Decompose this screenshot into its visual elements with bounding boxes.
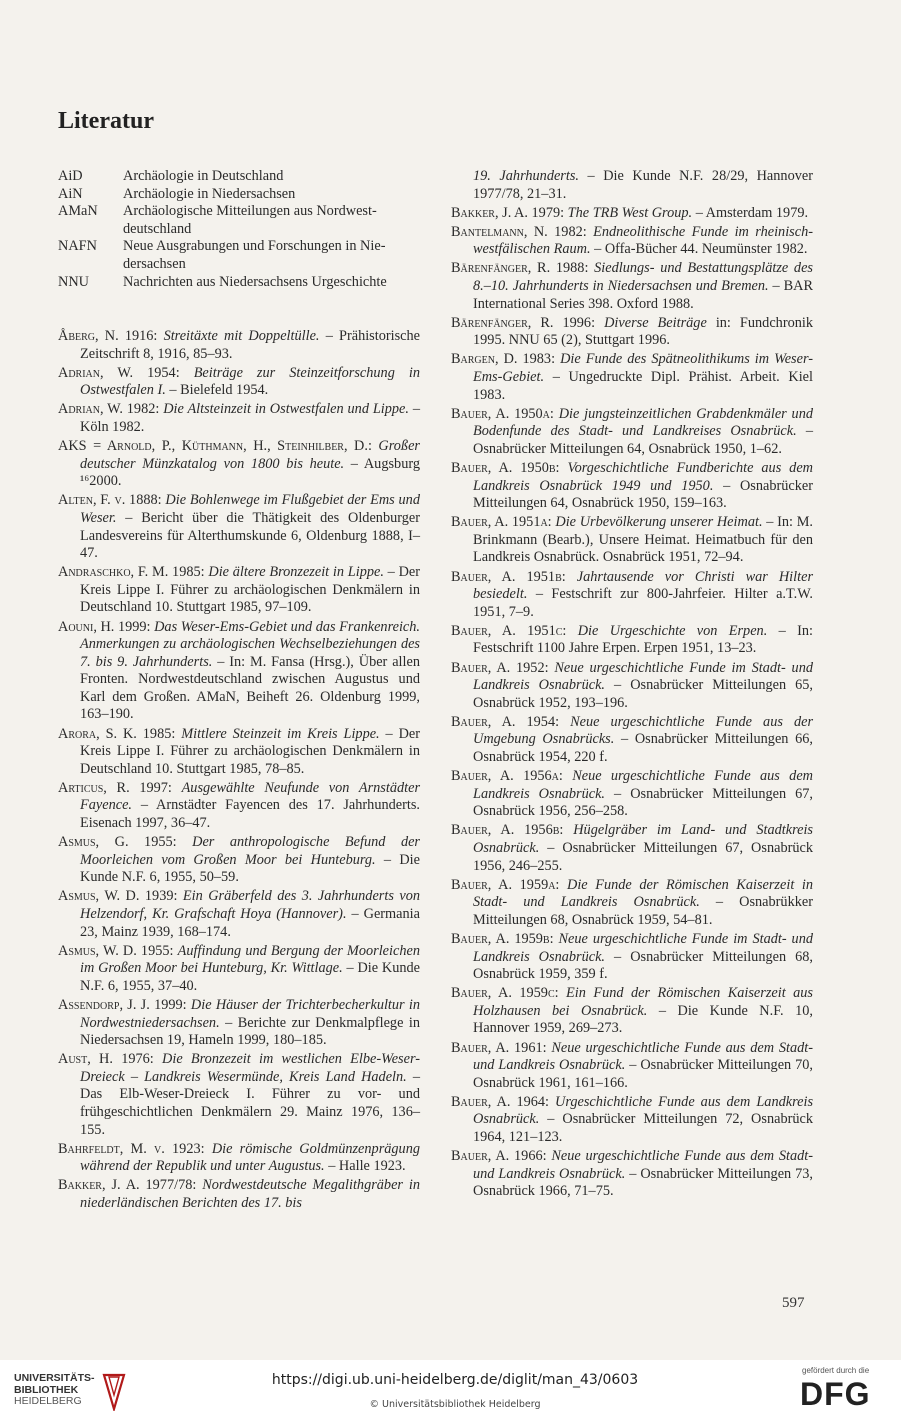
bibliography-entry [451, 205, 813, 223]
entry-source: – Osnabrücker Mitteilungen 64, Osnabrück 1950, 159–163. [473, 477, 813, 512]
bibliography-entry [451, 1094, 813, 1147]
entry-author: Articus, R. 1997: [58, 779, 182, 796]
entry-title: Die Häuser der Trichterbecherkultur in Nordwestniedersachsen. [80, 996, 420, 1031]
entry-source: – Die Kunde N.F. 10, Hannover 1959, 269–273. [473, 1002, 813, 1037]
entry-title: Die Funde des Spätneolithikums im Weser-Ems-Gebiet. [473, 351, 814, 386]
entry-title: Neue urgeschichtliche Funde aus der Umgebung Osnabrücks. [473, 713, 814, 748]
entry-title: Die Urbevölkerung unserer Heimat. [555, 514, 763, 531]
entry-title: Neue urgeschichtliche Funde aus dem Stadt- und Landkreis Osnabrück. [473, 1039, 813, 1074]
bibliography-entry [451, 768, 813, 821]
entry-source: – Ungedruckte Dipl. Prähist. Arbeit. Kiel 1983. [473, 369, 813, 403]
entry-title: Ein Gräberfeld des 3. Jahrhunderts von Helzendorf, Kr. Grafschaft Hoya (Hannover). [80, 888, 420, 922]
entry-author: Bauer, A. 1964: [451, 1093, 556, 1110]
entry-author: Bauer, A. 1951c: [451, 622, 578, 639]
permalink-url[interactable]: https://digi.ub.uni-heidelberg.de/diglit/man_43/0603 [271, 1372, 639, 1388]
bibliography-entry [58, 726, 420, 779]
entry-source: – In: Festschrift 1100 Jahre Erpen. Erpen 1951, 13–23. [473, 622, 814, 657]
bibliography-entry [58, 943, 420, 996]
bibliography-entry [58, 780, 420, 833]
entry-title: Beiträge zur Steinzeitforschung in Ostwestfalen I. [80, 364, 420, 399]
page-title: Literatur [58, 108, 154, 134]
entry-title: Siedlungs- und Bestattungsplätze des 8.–10. Jahrhunderts in Niedersachsen und Bremen. [473, 260, 813, 295]
abbreviation-list [58, 168, 420, 291]
entry-source: – Arnstädter Fayencen des 17. Jahrhunderts. Eisenach 1997, 36–47. [80, 797, 420, 832]
bibliography-entry [451, 260, 813, 313]
entry-title: Hügelgräber im Land- und Stadtkreis Osnabrück. [473, 822, 813, 856]
abbreviation-key: AiD [58, 168, 83, 184]
library-emblem-icon [100, 1373, 128, 1411]
entry-author: Bargen, D. 1983: [451, 351, 561, 368]
bibliography-entry [58, 1177, 420, 1212]
abbreviation-row [58, 203, 420, 238]
entry-source: – Osnabrücker Mitteilungen 66, Osnabrück 1954, 220 f. [473, 731, 814, 765]
bibliography-entry [58, 492, 420, 562]
entry-title: Neue urgeschichtliche Funde im Stadt- und Landkreis Osnabrück. [473, 930, 813, 965]
abbreviation-value: Archäologie in Deutschland [123, 168, 284, 184]
bibliography-entry [451, 623, 813, 658]
entry-title: Endneolithische Funde im rheinisch-westfälischen Raum. [473, 223, 813, 258]
bibliography-entry [451, 1040, 813, 1093]
entry-author: Bauer, A. 1956a: [451, 768, 573, 785]
entry-author: Åberg, N. 1916: [58, 328, 164, 344]
entry-author: Assendorp, J. J. 1999: [58, 996, 191, 1013]
entry-source: in: Fundchronik 1995. NNU 65 (2), Stuttgart 1996. [473, 314, 813, 349]
entry-author: Asmus, W. D. 1939: [58, 888, 183, 905]
bibliography-entry [451, 514, 813, 567]
entry-title: Die Urgeschichte von Erpen. [577, 622, 768, 639]
abbreviation-key: AiN [58, 185, 83, 202]
library-name-line-3: HEIDELBERG [14, 1395, 82, 1407]
entry-title: Auffindung und Bergung der Moorleichen im Großen Moor bei Hunteburg, Kr. Wittlage. [80, 942, 420, 977]
entry-title: Die Bohlenwege im Flußgebiet der Ems und Weser. [80, 492, 420, 526]
entry-source: – Köln 1982. [80, 401, 420, 435]
entry-source: – Bielefeld 1954. [165, 382, 269, 399]
bibliography-entry [58, 834, 420, 887]
entry-author: Bauer, A. 1959c: [451, 985, 567, 1002]
entry-title: Neue urgeschichtliche Funde aus dem Stadt- und Landkreis Osnabrück. [473, 1148, 813, 1182]
entry-author: Bauer, A. 1952: [451, 659, 555, 676]
entry-author: Bauer, A. 1959a: [451, 876, 567, 893]
entry-source: – Der Kreis Lippe I. Führer zu archäologischen Denkmälern in Deutschland 10. Stuttgart 1985, 78–85. [80, 725, 420, 777]
entry-source: – Osnabrücker Mitteilungen 67, Osnabrück 1956, 256–258. [473, 785, 814, 820]
bibliography-entry [451, 406, 813, 459]
entry-source: – BAR International Series 398. Oxford 1988. [473, 278, 813, 312]
entry-source: – Offa-Bücher 44. Neumünster 1982. [590, 241, 808, 258]
abbreviation-row [58, 186, 420, 204]
entry-author: Bauer, A. 1956b: [451, 822, 574, 839]
bibliography-entry [58, 365, 420, 400]
entry-source: – Osnabrücker Mitteilungen 64, Osnabrück 1950, 1–62. [473, 423, 813, 457]
entry-source: – Osnabrücker Mitteilungen 73, Osnabrück 1966, 71–75. [473, 1165, 814, 1200]
entry-author: Alten, F. v. 1888: [58, 492, 166, 509]
entry-title: Jahrtausende vor Christi war Hilter besiedelt. [473, 568, 814, 603]
bibliography-entry [451, 985, 813, 1038]
entry-source: – Die Kunde N.F. 28/29, Hannover 1977/78, 21–31. [473, 168, 813, 202]
entry-title: Die Funde der Römischen Kaiserzeit in Stadt- und Landkreis Osnabrück. [473, 876, 813, 911]
entry-author: Adrian, W. 1954: [58, 364, 194, 381]
entry-author: Andraschko, F. M. 1985: [58, 564, 209, 581]
abbreviation-row [58, 238, 420, 273]
entry-source: – Die Kunde N.F. 6, 1955, 37–40. [80, 960, 420, 994]
entry-title: 19. Jahrhunderts. [473, 168, 579, 184]
bibliography-entry [58, 1051, 420, 1139]
entry-source: – Das Elb-Weser-Dreieck I. Führer zu vor- und frühgeschichtlichen Denkmälern 29. Mainz 1976, 136–155. [80, 1068, 420, 1138]
entry-author: Bauer, A. 1951b: [451, 568, 577, 585]
entry-source: – Halle 1923. [324, 1158, 406, 1175]
entry-source: – Osnabrükker Mitteilungen 68, Osnabrück 1959, 54–81. [473, 894, 813, 928]
entry-author: Bauer, A. 1951a: [451, 514, 556, 531]
entry-source: – Amsterdam 1979. [692, 204, 809, 221]
dfg-logo[interactable]: DFG [800, 1376, 871, 1412]
entry-source: – Bericht über die Thätigkeit des Oldenburger Landesvereins für Alterthumskunde 6, Oldenburg 1888, I–47. [80, 509, 420, 562]
entry-author: Bärenfänger, R. 1988: [451, 260, 595, 277]
entry-author: Arora, S. K. 1985: [58, 725, 182, 742]
entry-author: Bahrfeldt, M. v. 1923: [58, 1140, 212, 1157]
bibliography-entry [451, 931, 813, 984]
entry-author: Aust, H. 1976: [58, 1051, 163, 1068]
entry-title: Die Altsteinzeit in Ostwestfalen und Lippe. [163, 401, 409, 418]
entry-source: – Osnabrücker Mitteilungen 72, Osnabrück 1964, 121–123. [473, 1111, 813, 1145]
entry-source: – Prähistorische Zeitschrift 8, 1916, 85–93. [80, 328, 421, 362]
entry-author: Bärenfänger, R. 1996: [451, 314, 605, 331]
library-name-line-2: BIBLIOTHEK [14, 1383, 79, 1396]
bibliography-entry [58, 888, 420, 941]
entry-title: Die jungsteinzeitlichen Grabdenkmäler und Bodenfunde des Stadt- und Landkreises Osnabrück. [473, 405, 813, 440]
footer-bar [0, 1360, 901, 1421]
entry-title: Neue urgeschichtliche Funde im Stadt- und Landkreis Osnabrück. [473, 659, 814, 694]
abbreviation-value: Archäologische Mitteilungen aus Nordwestdeutschland [123, 203, 377, 237]
page-number: 597 [782, 1295, 805, 1311]
entry-source: – Osnabrücker Mitteilungen 65, Osnabrück 1952, 193–196. [473, 677, 814, 711]
entry-title: Die römische Goldmünzenprägung während der Republik und unter Augustus. [80, 1140, 421, 1175]
funder-caption: gefördert durch die [802, 1366, 870, 1375]
entry-source: – Osnabrücker Mitteilungen 70, Osnabrück 1961, 161–166. [473, 1057, 814, 1091]
entry-source: – Osnabrücker Mitteilungen 67, Osnabrück 1956, 246–255. [473, 839, 813, 874]
entry-source: – Der Kreis Lippe I. Führer zu archäologischen Denkmälern in Deutschland 10. Stuttgart 1985, 97–109. [80, 564, 421, 616]
abbreviation-value: Neue Ausgrabungen und Forschungen in Niedersachsen [123, 238, 386, 272]
bibliography-entry [58, 997, 420, 1050]
entry-title: Die ältere Bronzezeit in Lippe. [208, 564, 384, 581]
entry-title: Vorgeschichtliche Fundberichte aus dem Landkreis Osnabrück 1949 und 1950. [473, 460, 813, 494]
entry-source: – Augsburg ¹⁶2000. [80, 455, 420, 490]
bibliography-entry [451, 1148, 813, 1201]
entry-author: Asmus, G. 1955: [58, 834, 193, 851]
bibliography-left-column [58, 328, 420, 1214]
bibliography-entry [451, 660, 813, 713]
entry-title: Urgeschichtliche Funde aus dem Landkreis Osnabrück. [473, 1093, 814, 1128]
bibliography-right-column [451, 168, 813, 1202]
entry-source: – Berichte zur Denkmalpflege in Niedersachsen 19, Hameln 1999, 180–185. [80, 1014, 420, 1049]
entry-author: Bantelmann, N. 1982: [451, 223, 594, 240]
entry-title: Das Weser-Ems-Gebiet und das Frankenreich. Anmerkungen zu archäologischen Wechselbeziehungen des 7. bis 9. Jahrhunderts. [80, 618, 421, 670]
abbreviation-value: Nachrichten aus Niedersachsens Urgeschichte [123, 273, 387, 290]
bibliography-entry [58, 328, 420, 363]
entry-title: Großer deutscher Münzkatalog von 1800 bis heute. [80, 438, 420, 472]
entry-title: Diverse Beiträge [604, 314, 707, 331]
abbreviation-row [58, 274, 420, 292]
entry-author: AKS = Arnold, P., Küthmann, H., Steinhilber, D.: [58, 438, 379, 455]
bibliography-entry [451, 877, 813, 930]
bibliography-entry [451, 168, 813, 203]
abbreviation-key: NNU [58, 273, 89, 290]
entry-source: – Festschrift zur 800-Jahrfeier. Hilter a.T.W. 1951, 7–9. [473, 586, 813, 620]
entry-author: Bakker, J. A. 1977/78: [58, 1177, 203, 1194]
entry-author: Asmus, W. D. 1955: [58, 942, 178, 959]
entry-title: Ausgewählte Neufunde von Arnstädter Fayence. [80, 779, 421, 814]
entry-title: Der anthropologische Befund der Moorleichen vom Großen Moor bei Hunteburg. [80, 834, 420, 868]
entry-source: – Germania 23, Mainz 1939, 168–174. [80, 906, 420, 940]
abbreviation-row [58, 168, 420, 186]
entry-source: – In: M. Brinkmann (Bearb.), Unsere Heimat. Heimatbuch für den Landkreis Osnabrück. Osnabrück 1951, 72–94. [473, 514, 813, 566]
bibliography-entry [451, 315, 813, 350]
entry-author: Aouni, H. 1999: [58, 618, 155, 635]
bibliography-entry [58, 564, 420, 617]
entry-source: – Die Kunde N.F. 6, 1955, 50–59. [80, 851, 420, 886]
bibliography-entry [451, 714, 813, 767]
entry-title: Die Bronzezeit im westlichen Elbe-Weser-Dreieck – Landkreis Wesermünde, Kreis Land Hadeln. [80, 1051, 420, 1085]
entry-source: – Osnabrücker Mitteilungen 68, Osnabrück 1959, 359 f. [473, 948, 814, 983]
bibliography-entry [58, 401, 420, 436]
entry-source: – In: M. Fansa (Hrsg.), Über allen Fronten. Nordwestdeutschland zwischen Augustus und Karl dem Großen. AMaN, Beiheft 26. Oldenburg 1999, 163–190. [80, 653, 420, 723]
entry-title: Mittlere Steinzeit im Kreis Lippe. [181, 725, 380, 742]
entry-title: Nordwestdeutsche Megalithgräber in niederländischen Berichten des 17. bis [80, 1177, 421, 1211]
bibliography-entry [451, 460, 813, 513]
entry-title: Ein Fund der Römischen Kaiserzeit aus Holzhausen bei Osnabrück. [473, 985, 813, 1019]
entry-author: Bauer, A. 1950b: [451, 460, 568, 476]
bibliography-entry [58, 438, 420, 491]
bibliography-entry [451, 569, 813, 622]
bibliography-entry [451, 351, 813, 404]
entry-author: Bauer, A. 1961: [451, 1039, 552, 1056]
abbreviation-key: AMaN [58, 203, 98, 220]
entry-author: Adrian, W. 1982: [58, 401, 164, 418]
library-name-line-1: UNIVERSITÄTS- [14, 1372, 95, 1384]
entry-title: The TRB West Group. [567, 204, 693, 221]
entry-author: Bauer, A. 1954: [451, 713, 571, 730]
university-library-logo[interactable] [14, 1373, 134, 1413]
copyright-notice: © Universitätsbibliothek Heidelberg [369, 1399, 541, 1410]
bibliography-entry [451, 224, 813, 259]
entry-author: Bauer, A. 1950a: [451, 405, 559, 422]
bibliography-entry [58, 1141, 420, 1176]
bibliography-entry [451, 822, 813, 875]
abbreviation-value: Archäologie in Niedersachsen [123, 185, 296, 202]
entry-title: Streitäxte mit Doppeltülle. [163, 328, 320, 344]
entry-author: Bauer, A. 1966: [451, 1148, 552, 1165]
entry-author: Bakker, J. A. 1979: [451, 204, 568, 221]
bibliography-entry [58, 619, 420, 725]
abbreviation-key: NAFN [58, 238, 97, 255]
entry-title: Neue urgeschichtliche Funde aus dem Landkreis Osnabrück. [473, 768, 813, 802]
entry-author: Bauer, A. 1959b: [451, 930, 559, 947]
